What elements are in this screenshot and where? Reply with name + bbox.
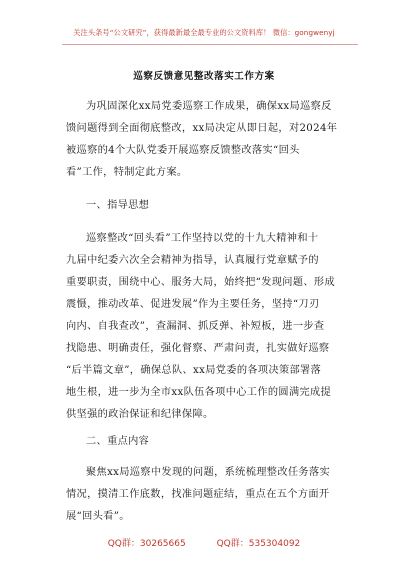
section1-line: 重要职责，围绕中心、服务大局，始终把“发现问题、形成	[66, 277, 335, 288]
footer-qq-group-2: QQ群：535304092	[216, 539, 301, 549]
document-title: 巡察反馈意见整改落实工作方案	[133, 71, 275, 82]
section1-line: 巡察整改“回头看”工作坚持以党的十九大精神和十	[86, 233, 319, 244]
header-banner: 关注头条号“公文研究”，获得最新最全最专业的公文资料库！ 微信：gongwenyj	[73, 28, 335, 37]
intro-line: 馈问题得到全面彻底整改，xx局决定从即日起，对2024年	[66, 123, 338, 134]
section1-paragraph	[66, 228, 348, 426]
footer-contact	[0, 536, 408, 549]
footer-qq-group-1: QQ群：30265665	[107, 539, 186, 549]
section2-line: 情况，摸清工作底数，找准问题症结，重点在五个方面开	[66, 489, 330, 500]
section2-paragraph	[66, 462, 348, 528]
section1-line: 向内、自我查改”，查漏洞、抓反弹、补短板，进一步查	[66, 321, 325, 332]
section-heading-key-content: 二、重点内容	[86, 436, 150, 447]
section-heading-guiding-ideology: 一、指导思想	[86, 200, 150, 211]
section1-line: 震慑，推动改革、促进发展”作为主要任务，坚持“刀刃	[66, 299, 320, 310]
section1-line: 九届中纪委六次全会精神为指导，认真履行党章赋予的	[66, 255, 319, 266]
intro-line: 看”工作，特制定此方案。	[66, 167, 188, 178]
section1-line: 地生根，进一步为全市xx队伍各项中心工作的圆满完成提	[66, 387, 332, 398]
section1-line: “后半篇文章”，确保总队、xx局党委的各项决策部署落	[66, 365, 322, 376]
section1-line: 找隐患、明确责任，强化督察、严肃问责，扎实做好巡察	[66, 343, 330, 354]
intro-line: 为巩固深化xx局党委巡察工作成果，确保xx局巡察反	[86, 101, 332, 112]
header-divider	[62, 44, 358, 45]
section2-line: 聚焦xx局巡察中发现的问题，系统梳理整改任务落实	[86, 467, 331, 478]
intro-line: 被巡察的4个大队党委开展巡察反馈整改落实“回头	[66, 145, 300, 156]
intro-paragraph	[66, 96, 348, 184]
section2-line: 展“回头看”。	[66, 511, 130, 522]
section1-line: 供坚强的政治保证和纪律保障。	[66, 409, 214, 420]
